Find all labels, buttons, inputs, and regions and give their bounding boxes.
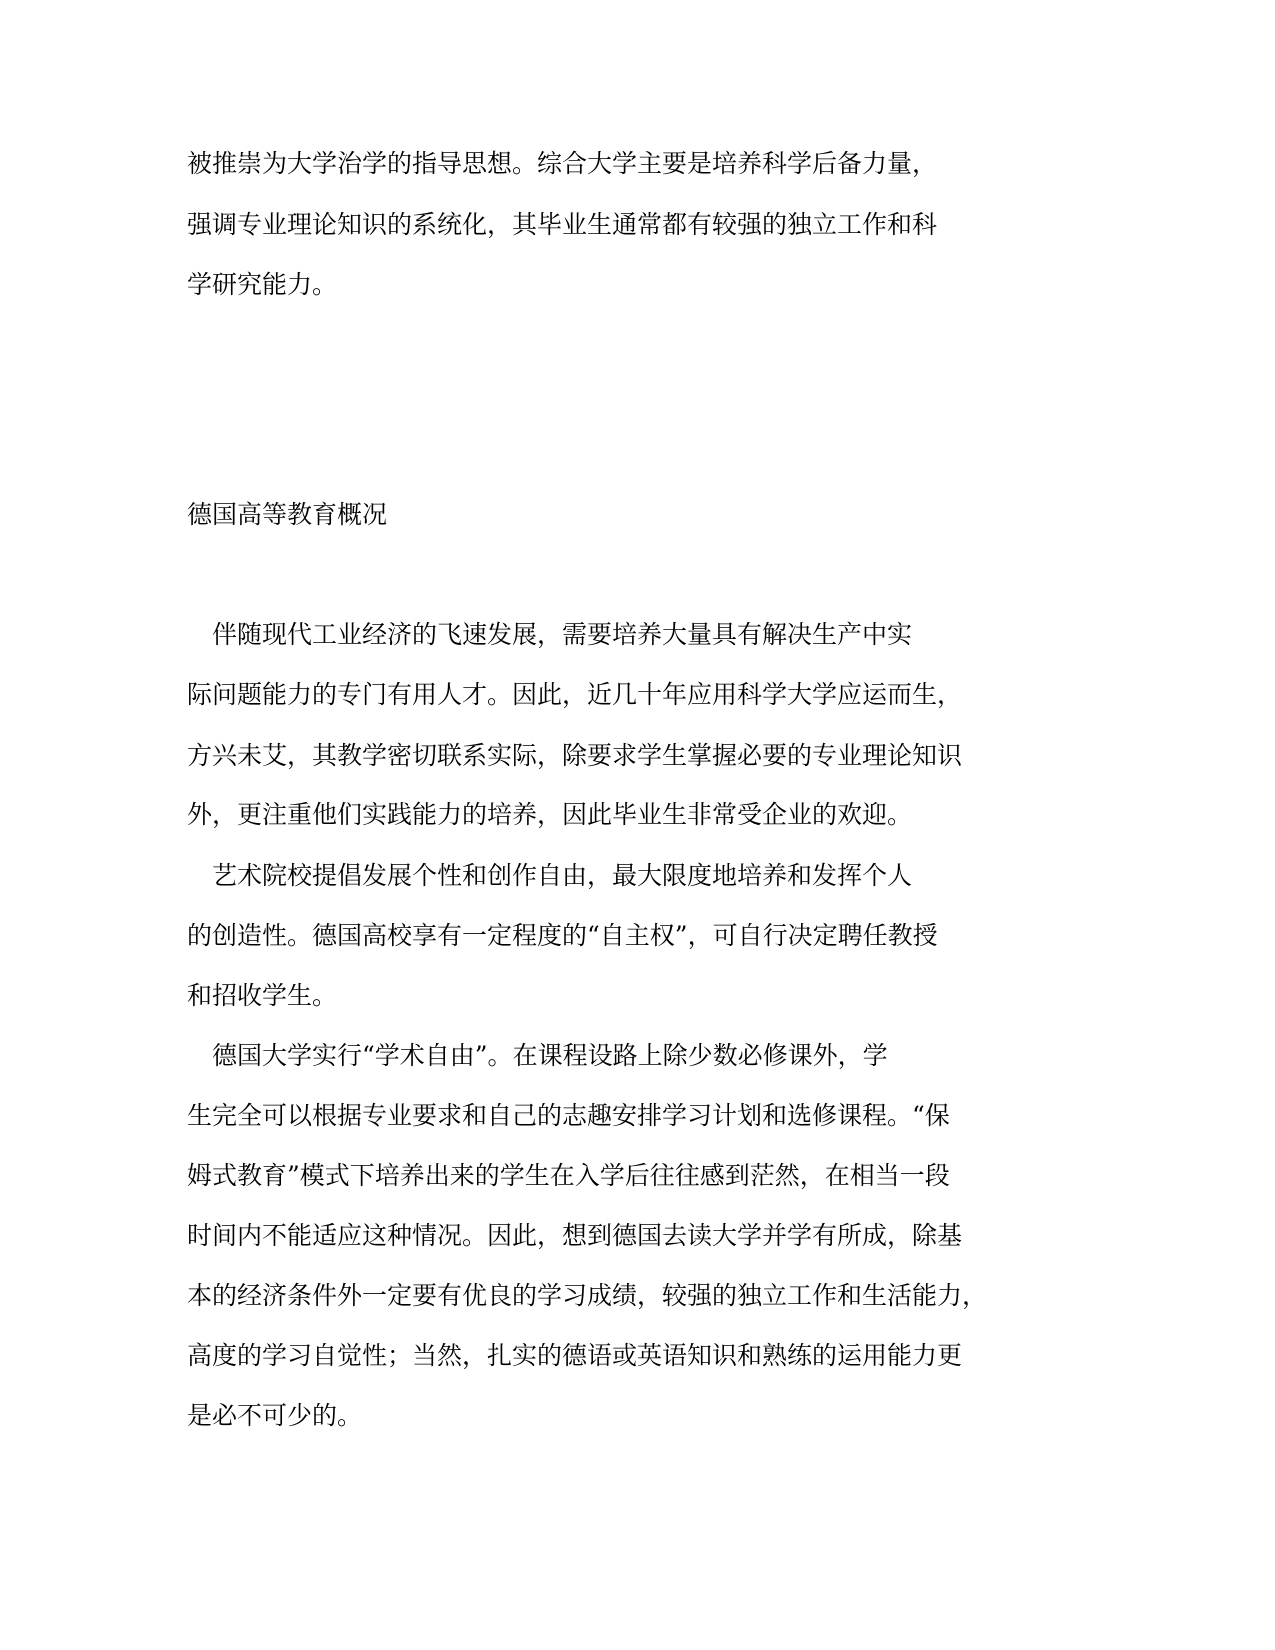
paragraph-line: 的创造性。德国高校享有一定程度的“自主权”，可自行决定聘任教授 — [187, 921, 938, 950]
intro-line: 强调专业理论知识的系统化，其毕业生通常都有较强的独立工作和科 — [187, 210, 938, 239]
paragraph-line: 姆式教育”模式下培养出来的学生在入学后往往感到茫然，在相当一段 — [187, 1161, 950, 1190]
paragraph-line: 时间内不能适应这种情况。因此，想到德国去读大学并学有所成，除基 — [187, 1221, 963, 1250]
paragraph-line: 外，更注重他们实践能力的培养，因此毕业生非常受企业的欢迎。 — [187, 800, 913, 829]
intro-line: 被推崇为大学治学的指导思想。综合大学主要是培养科学后备力量， — [187, 149, 938, 178]
paragraph-line: 生完全可以根据专业要求和自己的志趣安排学习计划和选修课程。“保 — [187, 1101, 950, 1130]
paragraph-line: 高度的学习自觉性；当然，扎实的德语或英语知识和熟练的运用能力更 — [187, 1341, 963, 1370]
intro-line: 学研究能力。 — [187, 270, 338, 299]
paragraph-line: 艺术院校提倡发展个性和创作自由，最大限度地培养和发挥个人 — [212, 861, 913, 890]
paragraph-line: 和招收学生。 — [187, 981, 338, 1010]
section-heading: 德国高等教育概况 — [187, 500, 388, 529]
paragraph-line: 是必不可少的。 — [187, 1401, 363, 1430]
paragraph-line: 德国大学实行“学术自由”。在课程设路上除少数必修课外，学 — [212, 1041, 888, 1070]
paragraph-line: 伴随现代工业经济的飞速发展，需要培养大量具有解决生产中实 — [212, 620, 913, 649]
paragraph-line: 际问题能力的专门有用人才。因此，近几十年应用科学大学应运而生， — [187, 680, 963, 709]
paragraph-line: 本的经济条件外一定要有优良的学习成绩，较强的独立工作和生活能力， — [187, 1281, 988, 1310]
paragraph-line: 方兴未艾，其教学密切联系实际，除要求学生掌握必要的专业理论知识 — [187, 741, 963, 770]
